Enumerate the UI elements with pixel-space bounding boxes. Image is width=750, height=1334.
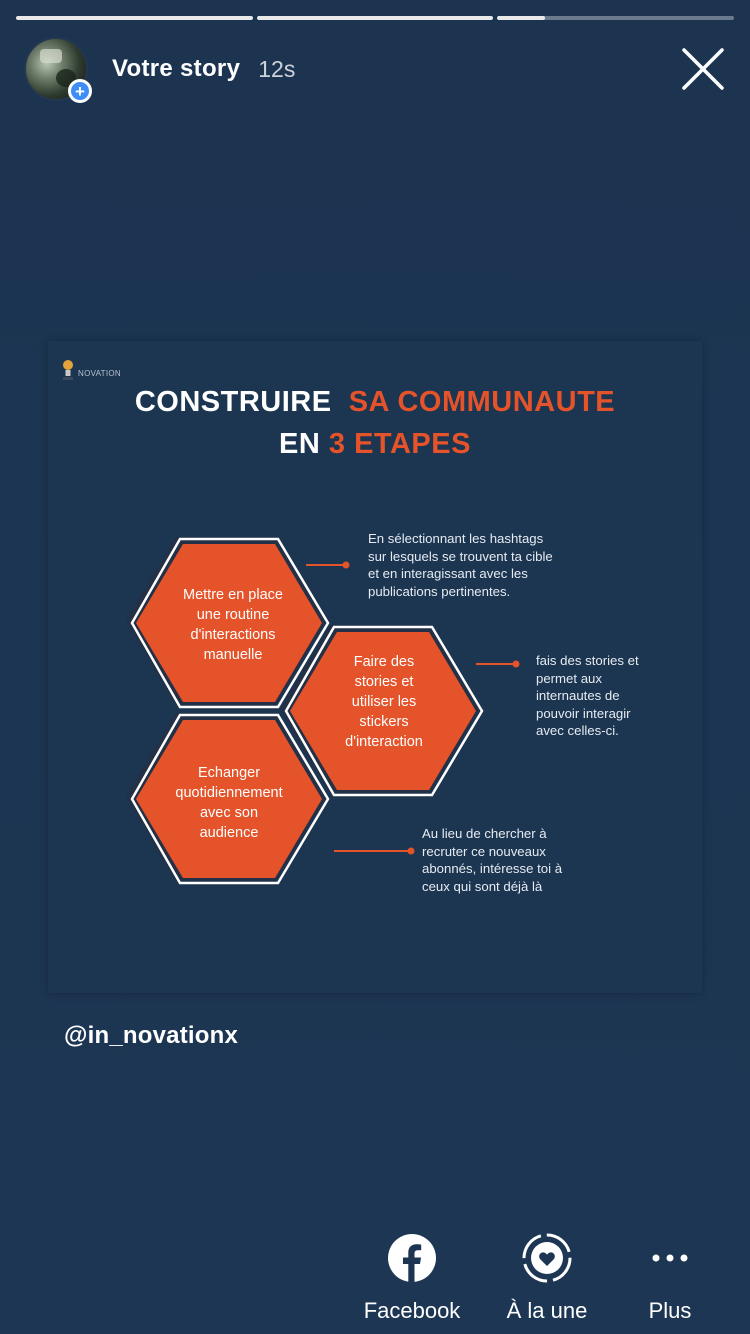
- title-orange-2: 3 ETAPES: [328, 428, 471, 460]
- story-title[interactable]: Votre story: [112, 55, 241, 82]
- step-2-description: fais des stories et permet aux internautes de pouvoir interagir avec celles-ci.: [536, 653, 639, 738]
- facebook-label: Facebook: [363, 1298, 461, 1323]
- progress-fill: [257, 16, 494, 20]
- progress-segment: [16, 16, 253, 20]
- step-3-description: Au lieu de chercher à recruter ce nouveaux abonnés, intéresse toi à ceux qui sont déjà là: [422, 826, 563, 894]
- more-icon: [650, 1252, 690, 1264]
- shared-post-card[interactable]: [48, 341, 702, 993]
- connector-dot: [408, 848, 415, 855]
- highlight-heart-icon: [521, 1232, 573, 1284]
- step-1-label: Mettre en place une routine d'interactions manuelle: [183, 587, 283, 663]
- close-icon[interactable]: [680, 46, 726, 92]
- facebook-icon: [387, 1233, 437, 1283]
- story-actions: [0, 1232, 750, 1334]
- avatar[interactable]: [24, 37, 88, 101]
- step-1-description: En sélectionnant les hashtags sur lesquels se trouvent ta cible et en interagissant avec les publications pertinentes.: [368, 531, 553, 599]
- title-white-1: CONSTRUIRE: [134, 386, 332, 418]
- progress-fill: [16, 16, 253, 20]
- facebook-button[interactable]: [337, 1232, 487, 1324]
- story-progress: [16, 16, 734, 20]
- story-header: [24, 34, 726, 104]
- more-label: Plus: [648, 1298, 692, 1323]
- progress-fill: [497, 16, 544, 20]
- title-orange-1: SA COMMUNAUTE: [348, 386, 616, 418]
- logo-text: NOVATION: [78, 368, 121, 378]
- step-3-label: Echanger quotidiennement avec son audience: [175, 765, 283, 841]
- progress-segment: [257, 16, 494, 20]
- mention-sticker[interactable]: @in_novationx: [64, 1022, 239, 1049]
- title-white-2: EN: [279, 428, 321, 460]
- add-story-icon[interactable]: +: [68, 79, 92, 103]
- progress-segment: [497, 16, 734, 20]
- step-2-label: Faire des stories et utiliser les stickers d'interaction: [345, 654, 423, 750]
- connector-dot: [343, 562, 350, 569]
- story-timestamp: 12s: [258, 55, 296, 82]
- more-button[interactable]: [595, 1232, 745, 1324]
- highlight-label: À la une: [506, 1298, 588, 1323]
- connector-dot: [513, 661, 520, 668]
